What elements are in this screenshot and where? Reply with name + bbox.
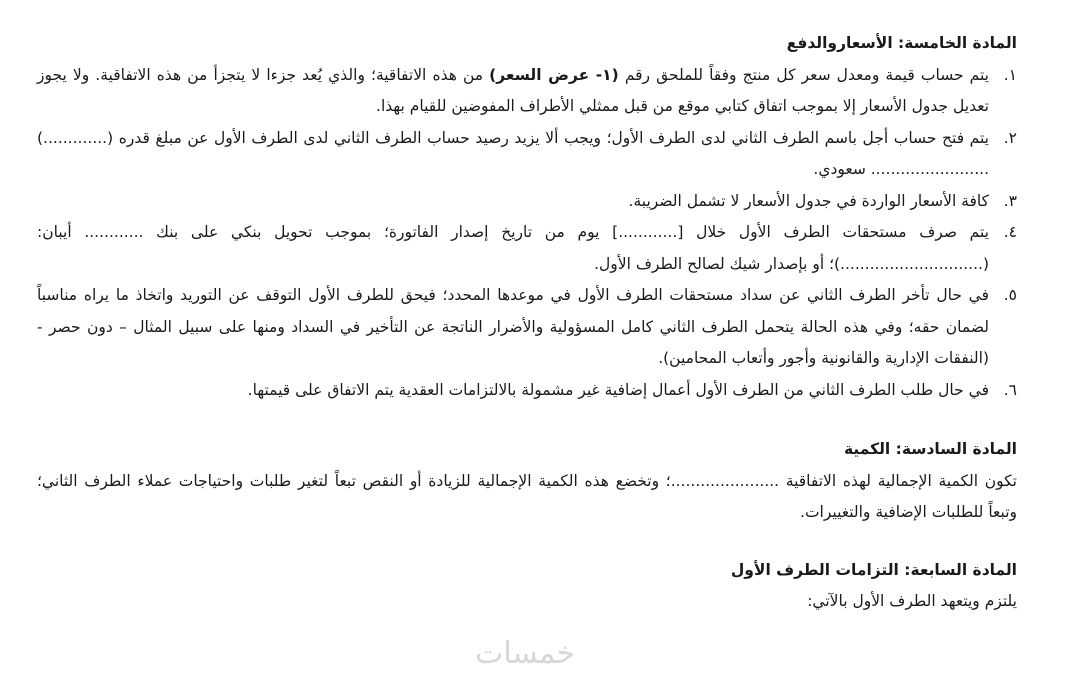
item-text: في حال طلب الطرف الثاني من الطرف الأول أعمال إضافية غير مشمولة بالالتزامات العقدية يتم الاتفاق على قيمتها. bbox=[247, 380, 989, 399]
item-number: ٤. bbox=[1003, 223, 1017, 241]
article-5-item-5 bbox=[37, 280, 1017, 375]
item-text-part: يتم حساب قيمة ومعدل سعر كل منتج وفقاً للملحق رقم bbox=[618, 65, 989, 84]
item-text: يتم صرف مستحقات الطرف الأول خلال [............] يوم من تاريخ إصدار الفاتورة؛ بموجب تحويل بنكي على بنك ............ أيبان: (.............................)؛ أو بإصدار شيك لصالح الطرف الأول. bbox=[37, 223, 989, 273]
item-text-part: من هذه الاتفاقية؛ والذي يُعد جزءا لا يتجزأ من هذه الاتفاقية. ولا يجوز تعديل جدول الأسعار إلا بموجب اتفاق كتابي موقع من قبل ممثلي الأطراف المفوضين للقيام بهذا. bbox=[37, 65, 989, 115]
item-number: ٥. bbox=[1003, 286, 1017, 304]
article-6-text: تكون الكمية الإجمالية لهذه الاتفاقية ......................؛ وتخضع هذه الكمية الإجمالية للزيادة أو النقص تبعاً لتغير طلبات واحتياجات عملاء الطرف الثاني؛ وتبعاً للطلبات الإضافية والتغييرات. bbox=[37, 471, 1017, 521]
article-5 bbox=[37, 0, 1017, 406]
article-7 bbox=[37, 529, 1017, 618]
item-text: يتم فتح حساب أجل باسم الطرف الثاني لدى الطرف الأول؛ ويجب ألا يزيد رصيد حساب الطرف الثاني لدى الطرف الأول عن مبلغ قدره (.............) ........................ سعودي. bbox=[37, 128, 989, 178]
price-offer-reference: (١- عرض السعر) bbox=[489, 65, 619, 84]
article-7-text: يلتزم ويتعهد الطرف الأول بالآتي: bbox=[807, 592, 1017, 610]
article-5-item-6 bbox=[37, 375, 1017, 407]
item-number: ٦. bbox=[1003, 380, 1017, 399]
item-number: ٣. bbox=[1003, 191, 1017, 210]
article-5-item-2 bbox=[37, 123, 1017, 186]
article-5-item-1 bbox=[37, 60, 1017, 123]
item-number: ٢. bbox=[1003, 128, 1017, 147]
article-7-heading: المادة السابعة: التزامات الطرف الأول bbox=[730, 560, 1017, 579]
article-5-item-4 bbox=[37, 217, 1017, 280]
item-number: ١. bbox=[1003, 65, 1017, 84]
item-text: كافة الأسعار الواردة في جدول الأسعار لا تشمل الضريبة. bbox=[628, 191, 989, 210]
article-5-item-3 bbox=[37, 186, 1017, 218]
article-5-heading: المادة الخامسة: الأسعاروالدفع bbox=[786, 34, 1017, 52]
article-6-heading: المادة السادسة: الكمية bbox=[843, 440, 1017, 458]
item-text: في حال تأخر الطرف الثاني عن سداد مستحقات الطرف الأول في موعدها المحدد؛ فيحق للطرف الأول التوقف عن التوريد واتخاذ ما يراه مناسباً لضمان حقه؛ وفي هذه الحالة يتحمل الطرف الثاني كامل المسؤولية والأضرار الناتجة عن التأخير في السداد ومنها على سبيل المثال – دون حصر - (النفقات الإدارية والقانونية وأجور وأتعاب المحامين). bbox=[37, 286, 989, 367]
document-page bbox=[37, 0, 1017, 618]
item-text bbox=[37, 60, 989, 123]
khamsat-watermark-logo: خمسات bbox=[474, 636, 576, 671]
article-6 bbox=[37, 406, 1017, 529]
